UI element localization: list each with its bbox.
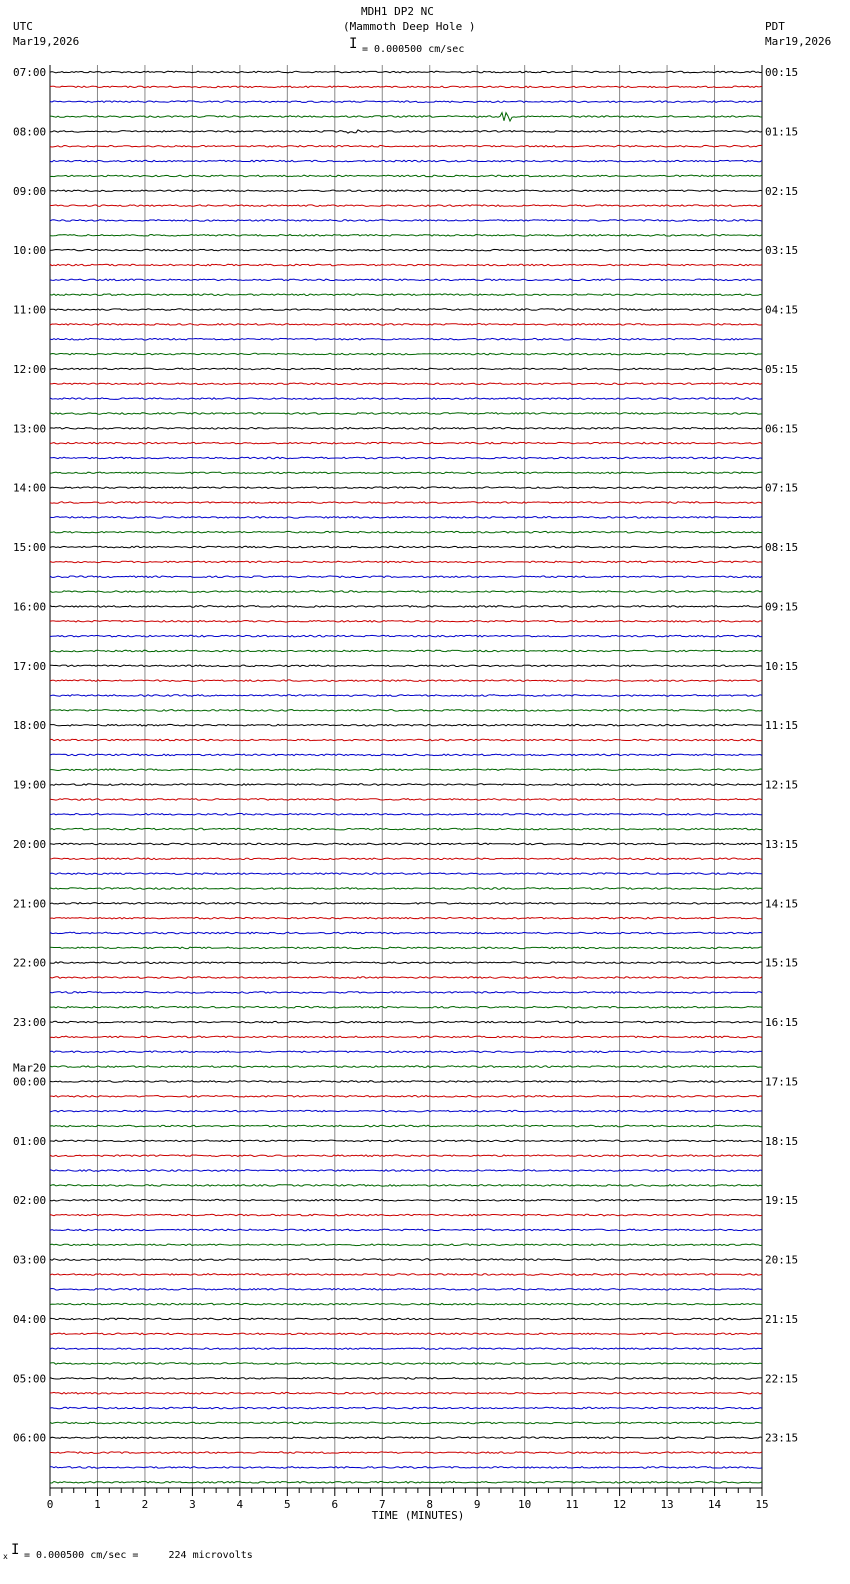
trace-line-14: [50, 279, 762, 281]
trace-line-84: [50, 1318, 762, 1320]
trace-line-66: [50, 1051, 762, 1053]
scale-legend: = 0.000500 cm/sec: [362, 44, 465, 55]
trace-line-67: [50, 1066, 762, 1068]
trace-line-55: [50, 888, 762, 890]
trace-line-25: [50, 442, 762, 444]
utc-hour-label: 21:00: [13, 897, 47, 911]
trace-line-78: [50, 1229, 762, 1231]
footer-scale-note: = 0.000500 cm/sec = 224 microvolts: [24, 1550, 253, 1561]
trace-line-22: [50, 398, 762, 400]
trace-line-62: [50, 992, 762, 994]
trace-line-42: [50, 695, 762, 697]
trace-line-1: [50, 86, 762, 88]
trace-line-15: [50, 294, 762, 296]
x-tick-label: 13: [660, 1498, 674, 1511]
trace-line-56: [50, 903, 762, 905]
trace-line-20: [50, 368, 762, 370]
trace-line-35: [50, 591, 762, 593]
trace-line-28: [50, 487, 762, 489]
trace-line-93: [50, 1452, 762, 1454]
pdt-hour-label: 18:15: [765, 1134, 799, 1148]
trace-line-79: [50, 1244, 762, 1246]
pdt-hour-label: 15:15: [765, 956, 799, 970]
time-axis: [47, 1488, 769, 1511]
x-tick-label: 4: [236, 1498, 244, 1511]
trace-line-88: [50, 1378, 762, 1380]
trace-line-8: [50, 190, 762, 192]
x-tick-label: 5: [284, 1498, 291, 1511]
trace-line-90: [50, 1407, 762, 1409]
trace-line-53: [50, 858, 762, 860]
x-axis-label: TIME (MINUTES): [371, 1509, 465, 1522]
pdt-hour-label: 02:15: [765, 184, 799, 198]
utc-hour-label: 16:00: [13, 600, 47, 614]
trace-line-59: [50, 947, 762, 949]
x-tick-label: 7: [378, 1498, 386, 1511]
x-tick-label: 15: [755, 1498, 769, 1511]
utc-hour-label: 18:00: [13, 719, 47, 733]
trace-line-26: [50, 457, 762, 459]
trace-line-70: [50, 1110, 762, 1112]
trace-line-40: [50, 665, 762, 667]
trace-line-64: [50, 1021, 762, 1023]
trace-line-94: [50, 1467, 762, 1469]
trace-line-75: [50, 1185, 762, 1187]
trace-line-19: [50, 353, 762, 355]
trace-line-11: [50, 235, 762, 237]
pdt-hour-label: 03:15: [765, 244, 799, 258]
pdt-hour-label: 10:15: [765, 659, 799, 673]
location-subtitle: (Mammoth Deep Hole ): [343, 20, 476, 33]
pdt-hour-label: 20:15: [765, 1253, 799, 1267]
trace-line-85: [50, 1333, 762, 1335]
trace-line-74: [50, 1170, 762, 1172]
pdt-hour-label: 06:15: [765, 422, 799, 436]
utc-hour-label: 07:00: [13, 66, 47, 79]
x-tick-label: 0: [46, 1498, 54, 1511]
trace-line-51: [50, 828, 762, 830]
trace-line-82: [50, 1289, 762, 1291]
footer-marker-icon: x: [3, 1552, 8, 1561]
trace-line-86: [50, 1348, 762, 1350]
trace-line-58: [50, 932, 762, 934]
trace-line-65: [50, 1036, 762, 1038]
pdt-hour-label: 11:15: [765, 719, 799, 733]
pdt-hour-label: 14:15: [765, 897, 799, 911]
station-title: MDH1 DP2 NC: [361, 5, 434, 18]
trace-line-16: [50, 309, 762, 311]
utc-hour-label: 06:00: [13, 1431, 47, 1445]
x-tick-label: 8: [426, 1498, 434, 1511]
x-tick-label: 3: [189, 1498, 196, 1511]
trace-line-50: [50, 814, 762, 816]
trace-line-0: [50, 71, 762, 73]
pdt-hour-label: 12:15: [765, 778, 799, 792]
trace-line-76: [50, 1199, 762, 1201]
utc-zone-label: UTC: [13, 20, 33, 33]
trace-line-48: [50, 784, 762, 786]
x-tick-label: 11: [565, 1498, 579, 1511]
pdt-hour-label: 04:15: [765, 303, 799, 317]
trace-line-61: [50, 977, 762, 979]
trace-line-52: [50, 843, 762, 845]
trace-line-72: [50, 1140, 762, 1142]
trace-line-12: [50, 249, 762, 251]
utc-hour-label: 05:00: [13, 1372, 47, 1386]
trace-line-6: [50, 160, 762, 162]
utc-hour-label: 23:00: [13, 1016, 47, 1030]
utc-hour-label: 20:00: [13, 837, 47, 851]
trace-line-49: [50, 799, 762, 801]
utc-hour-label: 02:00: [13, 1194, 47, 1208]
trace-line-36: [50, 606, 762, 608]
x-tick-label: 2: [141, 1498, 149, 1511]
trace-line-33: [50, 561, 762, 563]
utc-hour-label: 08:00: [13, 125, 47, 139]
pdt-hour-label: 17:15: [765, 1075, 799, 1089]
trace-line-77: [50, 1214, 762, 1216]
scale-bar-icon: I: [349, 36, 358, 52]
utc-hour-label: 13:00: [13, 422, 47, 436]
trace-line-73: [50, 1155, 762, 1157]
trace-line-9: [50, 205, 762, 207]
utc-hour-labels: [13, 66, 46, 1445]
trace-line-63: [50, 1006, 762, 1008]
trace-line-68: [50, 1081, 762, 1083]
trace-line-81: [50, 1274, 762, 1276]
trace-line-80: [50, 1259, 762, 1261]
utc-hour-label: 09:00: [13, 184, 47, 198]
trace-line-39: [50, 650, 762, 652]
trace-line-43: [50, 710, 762, 712]
utc-date-label: Mar19,2026: [13, 35, 80, 48]
utc-hour-label: 15:00: [13, 541, 47, 555]
trace-line-41: [50, 680, 762, 682]
x-tick-label: 10: [518, 1498, 532, 1511]
trace-line-95: [50, 1482, 762, 1484]
trace-line-4: [50, 130, 762, 133]
pdt-hour-label: 21:15: [765, 1312, 799, 1326]
utc-hour-label: 00:00: [13, 1075, 47, 1089]
trace-line-92: [50, 1437, 762, 1439]
trace-line-27: [50, 472, 762, 474]
x-tick-label: 9: [473, 1498, 481, 1511]
pdt-date-label: Mar19,2026: [765, 35, 832, 48]
trace-line-7: [50, 175, 762, 177]
trace-line-23: [50, 413, 762, 415]
trace-line-24: [50, 428, 762, 430]
trace-line-37: [50, 621, 762, 623]
utc-hour-label: 19:00: [13, 778, 47, 792]
utc-hour-label: 10:00: [13, 244, 47, 258]
trace-line-10: [50, 220, 762, 222]
pdt-hour-label: 23:15: [765, 1431, 799, 1445]
trace-line-34: [50, 576, 762, 578]
pdt-hour-label: 08:15: [765, 541, 799, 555]
date-change-label: Mar20: [13, 1061, 47, 1075]
trace-line-83: [50, 1303, 762, 1305]
trace-group: [50, 71, 762, 1483]
trace-line-29: [50, 502, 762, 504]
utc-hour-label: 11:00: [13, 303, 47, 317]
trace-line-30: [50, 517, 762, 519]
x-tick-label: 12: [612, 1498, 627, 1511]
utc-hour-label: 12:00: [13, 362, 47, 376]
trace-line-17: [50, 324, 762, 326]
utc-hour-label: 17:00: [13, 659, 47, 673]
trace-line-87: [50, 1363, 762, 1365]
pdt-hour-label: 19:15: [765, 1194, 799, 1208]
utc-hour-label: 03:00: [13, 1253, 47, 1267]
trace-line-91: [50, 1422, 762, 1424]
pdt-hour-label: 05:15: [765, 362, 799, 376]
pdt-hour-label: 00:15: [765, 66, 799, 79]
trace-line-69: [50, 1096, 762, 1098]
trace-line-46: [50, 754, 762, 756]
trace-line-38: [50, 635, 762, 637]
pdt-hour-label: 01:15: [765, 125, 799, 139]
trace-line-71: [50, 1125, 762, 1127]
trace-line-31: [50, 531, 762, 533]
trace-line-89: [50, 1392, 762, 1394]
trace-line-57: [50, 917, 762, 919]
trace-line-47: [50, 769, 762, 771]
x-tick-label: 14: [707, 1498, 722, 1511]
trace-line-5: [50, 145, 762, 147]
pdt-hour-labels: [765, 66, 798, 1445]
trace-line-18: [50, 338, 762, 340]
pdt-hour-label: 13:15: [765, 837, 799, 851]
pdt-hour-label: 22:15: [765, 1372, 799, 1386]
utc-hour-label: 01:00: [13, 1134, 47, 1148]
pdt-hour-label: 07:15: [765, 481, 799, 495]
x-tick-label: 1: [94, 1498, 101, 1511]
trace-line-45: [50, 739, 762, 741]
utc-hour-label: 04:00: [13, 1312, 47, 1326]
trace-line-21: [50, 383, 762, 385]
trace-line-54: [50, 873, 762, 875]
pdt-zone-label: PDT: [765, 20, 785, 33]
trace-line-32: [50, 546, 762, 548]
footer-scale-bar-icon: I: [11, 1542, 20, 1558]
trace-line-3: [50, 113, 762, 122]
pdt-hour-label: 16:15: [765, 1016, 799, 1030]
pdt-hour-label: 09:15: [765, 600, 799, 614]
x-tick-label: 6: [331, 1498, 339, 1511]
trace-line-2: [50, 101, 762, 103]
trace-line-44: [50, 724, 762, 726]
trace-line-60: [50, 962, 762, 964]
utc-hour-label: 22:00: [13, 956, 47, 970]
utc-hour-label: 14:00: [13, 481, 47, 495]
trace-line-13: [50, 264, 762, 266]
